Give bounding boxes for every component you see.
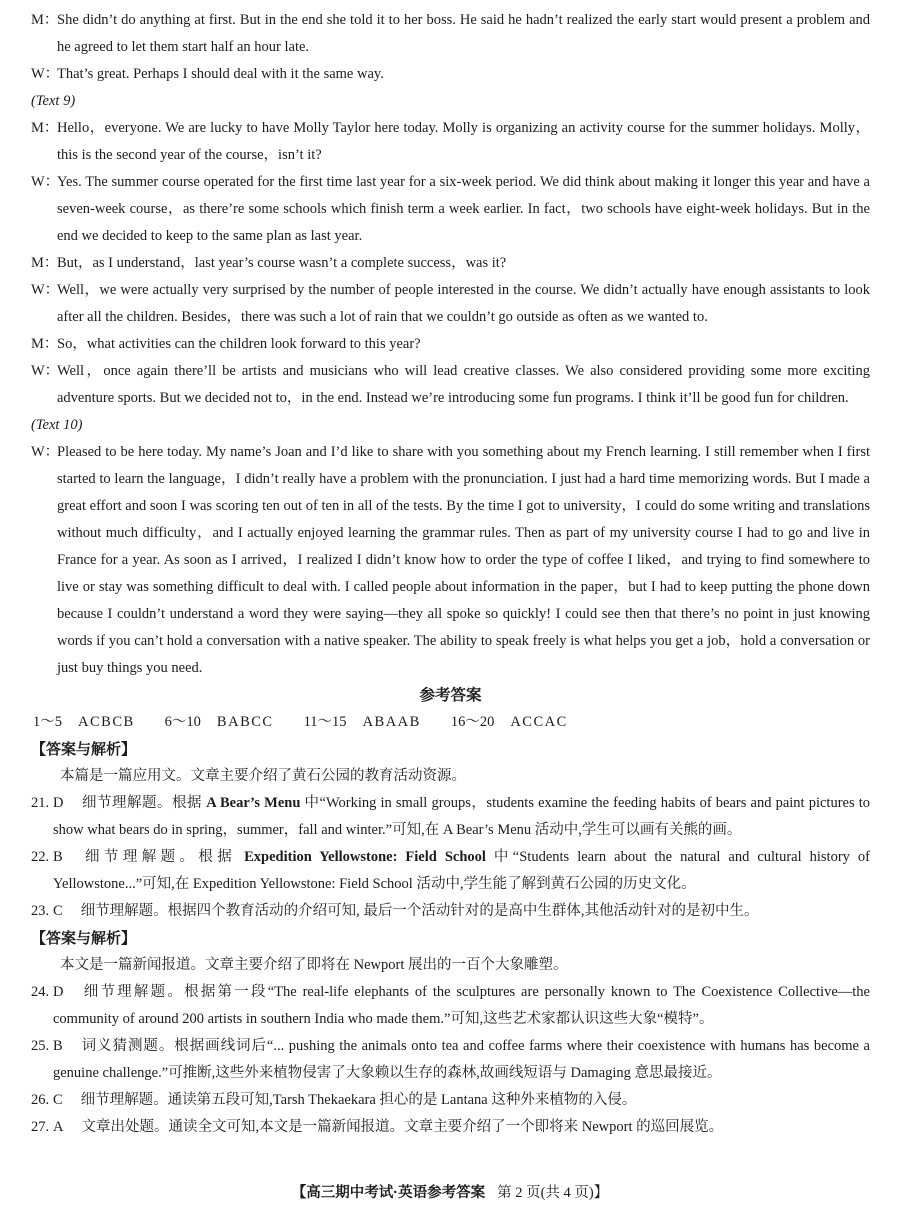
answer-range: 6～10 [164,714,201,730]
explanation-segment: Expedition Yellowstone: Field School [244,849,486,865]
item-explanation [81,1119,723,1135]
dialogue-text: Well，we were actually very surprised by the number of people interested in the course. We didn’t actually have enough assistants to look after all the children. Besides，there was such a lot of rain that we couldn’t go outside as often as we wanted to. [57,282,870,325]
analysis-item [31,898,870,925]
analysis-item [31,979,870,1033]
answer-group [165,709,274,736]
answer-range: 11～15 [303,714,347,730]
page-footer [0,1180,900,1207]
item-number: 24. [31,984,50,1000]
item-number: 22. [31,849,50,865]
answer-range: 16～20 [450,714,495,730]
analysis-item [31,1087,870,1114]
speaker-label: M： [31,336,59,352]
dialogue-text: Well，once again there’ll be artists and musicians who will lead creative classes. We also considered providing some more exciting adventure sports. But we decided not to，in the end. Instead we’re introducing some fun programs. I think it’ll be good fun for children. [57,363,870,406]
item-answer: C [53,903,63,919]
item-number: 25. [31,1038,50,1054]
text10-label: (Text 10) [31,417,83,433]
dialogue-line [31,169,870,250]
footer-page-number: 第 2 页(共 4 页)】 [497,1185,609,1201]
analysis-intro: 本篇是一篇应用文。文章主要介绍了黄石公园的教育活动资源。 [60,768,466,784]
dialogue-text: Hello，everyone. We are lucky to have Molly Taylor here today. Molly is organizing an activity course for the summer holidays. Molly，this is the second year of the course，isn’t it? [57,120,870,163]
analysis-intro: 本文是一篇新闻报道。文章主要介绍了即将在 Newport 展出的一百个大象雕塑。 [60,957,568,973]
item-number: 23. [31,903,50,919]
dialogue-line [31,439,870,682]
transcript-text9 [31,115,870,412]
transcript-pre-text9 [31,7,870,88]
reference-answers-heading: 参考答案 [419,687,482,704]
item-number: 27. [31,1119,50,1135]
answer-letters: ABAAB [362,714,421,730]
explanation-segment: 词义猜测题。根据画线词后“... pushing the animals onto tea and coffee farms where their coexistence with humans has become a genuine challenge.”可推断,这些外来植物侵害了大象赖以生存的森林,故画线短语与 Damaging 意思最接近。 [53,1038,870,1081]
answer-letters: BABCC [216,714,274,730]
analysis-section-header: 【答案与解析】 [31,741,137,758]
item-answer: D [53,795,64,811]
item-number: 26. [31,1092,50,1108]
explanation-segment: 细节理解题。根据 [80,849,245,865]
speaker-label: M： [31,12,59,28]
answer-group [33,709,135,736]
explanation-segment: 细节理解题。根据 [81,795,207,811]
dialogue-text: That’s great. Perhaps I should deal with it the same way. [57,66,384,82]
answer-range: 1～5 [33,714,62,730]
item-number: 21. [31,795,50,811]
explanation-segment: 中“Students learn about the natural and cultural history of Yellowstone...”可知,在 Expedition Yellowstone: Field School 活动中,学生能了解到黄石公园的历史文化。 [53,849,870,892]
speaker-label: W： [31,282,60,298]
answer-group [304,709,421,736]
dialogue-text: But，as I understand，last year’s course wasn’t a complete success，was it? [57,255,507,271]
answer-letters: ACBCB [78,714,135,730]
analysis-section-header: 【答案与解析】 [31,930,137,947]
explanation-segment: 细节理解题。根据四个教育活动的介绍可知, 最后一个活动针对的是高中生群体,其他活动针对的是初中生。 [80,903,759,919]
analysis-sections [31,736,870,1141]
transcript-text10 [31,439,870,682]
dialogue-line [31,7,870,61]
speaker-label: W： [31,174,60,190]
speaker-label: M： [31,255,59,271]
item-explanation [53,1038,870,1081]
text9-label: (Text 9) [31,93,76,109]
item-answer: D [53,984,64,1000]
footer-title: 【高三期中考试·英语参考答案 [291,1185,486,1201]
dialogue-text: She didn’t do anything at first. But in the end she told it to her boss. He said he hadn’t realized the early start would present a problem and he agreed to let them start half an hour late. [57,12,870,55]
speaker-label: W： [31,66,60,82]
item-answer: B [53,849,63,865]
speaker-label: W： [31,444,60,460]
explanation-segment: 文章出处题。通读全文可知,本文是一篇新闻报道。文章主要介绍了一个即将来 Newport 的巡回展览。 [81,1119,724,1135]
dialogue-line [31,250,870,277]
item-explanation [81,1092,637,1108]
dialogue-line [31,115,870,169]
explanation-segment: 细节理解题。通读第五段可知,Tarsh Thekaekara 担心的是 Lantana 这种外来植物的入侵。 [80,1092,637,1108]
analysis-item [31,844,870,898]
dialogue-line [31,61,870,88]
explanation-segment: 细节理解题。根据第一段“The real-life elephants of the sculptures are personally known to The Coexistence Collective—the community of around 200 artists in southern India who made them.”可知,这些艺术家都认识这些大象“模特”。 [53,984,870,1027]
item-explanation [53,795,870,838]
item-explanation [81,903,759,919]
answer-group [451,709,568,736]
analysis-item [31,790,870,844]
analysis-item [31,1114,870,1141]
answer-letters: ACCAC [510,714,568,730]
dialogue-line [31,277,870,331]
speaker-label: W： [31,363,60,379]
item-explanation [53,984,870,1027]
explanation-segment: 中“Working in small groups，students examine the feeding habits of bears and paint pictures to show what bears do in spring，summer，fall and winter.”可知,在 A Bear’s Menu 活动中,学生可以画有关熊的画。 [53,795,871,838]
dialogue-line [31,358,870,412]
dialogue-text: So，what activities can the children look forward to this year? [57,336,421,352]
explanation-segment: A Bear’s Menu [206,795,301,811]
dialogue-line [31,331,870,358]
item-answer: C [53,1092,63,1108]
listening-answer-key [31,709,870,736]
dialogue-text: Yes. The summer course operated for the first time last year for a six-week period. We did think about making it longer this year and have a seven-week course，as there’re some schools which finish term a week earlier. In fact，two schools have eight-week holidays. But in the end we decided to keep to the same plan as last year. [57,174,870,244]
item-answer: A [53,1119,64,1135]
dialogue-text: Pleased to be here today. My name’s Joan and I’d like to share with you something about my French learning. I still remember when I first started to learn the language，I didn’t really have a problem with the pronunciation. I just had a hard time memorizing words. But I made a great effort and soon I was scoring ten out of ten in all of the tests. By the time I got to university，I could do some writing and translations without much difficulty，and I actually enjoyed learning the grammar rules. Then as part of my university course I had to go and live in France for a year. As soon as I arrived，I realized I didn’t know how to order the type of coffee I liked，and trying to find somewhere to live or stay was something difficult to deal with. I called people about information in the paper，but I had to keep putting the phone down because I couldn’t understand a word they were saying—they all spoke so quickly! I could see then that there’s no point in just knowing words if you can’t hold a conversation with a native speaker. The ability to speak freely is what helps you get a job，hold a conversation or just buy things you need. [57,444,870,676]
item-explanation [53,849,870,892]
analysis-item [31,1033,870,1087]
speaker-label: M： [31,120,59,136]
item-answer: B [53,1038,63,1054]
